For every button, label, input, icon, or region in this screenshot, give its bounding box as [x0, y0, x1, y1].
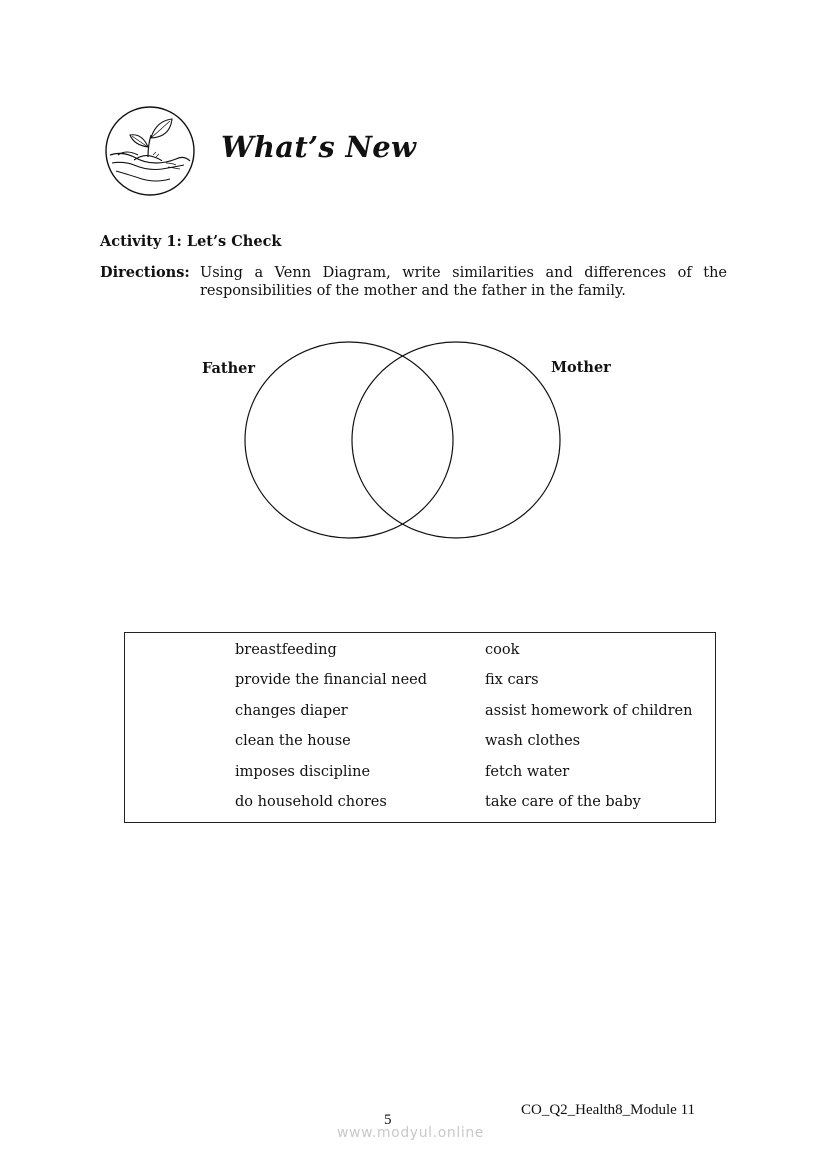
list-item: fix cars — [485, 672, 539, 689]
list-item: assist homework of children — [485, 702, 693, 719]
list-item: provide the financial need — [235, 672, 428, 689]
venn-label-father: Father — [202, 360, 256, 377]
section-title: What’s New — [221, 130, 417, 164]
word-bank-left-column — [235, 641, 427, 823]
module-code: CO_Q2_Health8_Module 11 — [521, 1102, 696, 1118]
list-item: imposes discipline — [235, 763, 371, 780]
directions-label: Directions: — [100, 264, 190, 281]
list-item: clean the house — [235, 733, 351, 750]
list-item: changes diaper — [235, 702, 348, 719]
watermark: www.modyul.online — [337, 1125, 485, 1141]
directions-text: Using a Venn Diagram, write similarities and differences of the responsibilities of the mother and the father in the family. — [200, 265, 727, 299]
list-item: breastfeeding — [235, 642, 337, 658]
hand-plant-logo-icon — [104, 105, 196, 197]
activity-title: Activity 1: Let’s Check — [100, 233, 282, 250]
list-item: fetch water — [485, 763, 570, 780]
venn-label-mother: Mother — [551, 359, 611, 376]
list-item: take care of the baby — [485, 793, 641, 810]
list-item: do household chores — [235, 793, 387, 810]
word-bank-right-column — [485, 641, 692, 823]
venn-circle-mother — [352, 342, 560, 538]
word-bank — [124, 632, 716, 823]
page-number: 5 — [384, 1112, 392, 1128]
venn-circle-father — [245, 342, 453, 538]
list-item: cook — [485, 642, 520, 658]
list-item: wash clothes — [485, 733, 581, 750]
